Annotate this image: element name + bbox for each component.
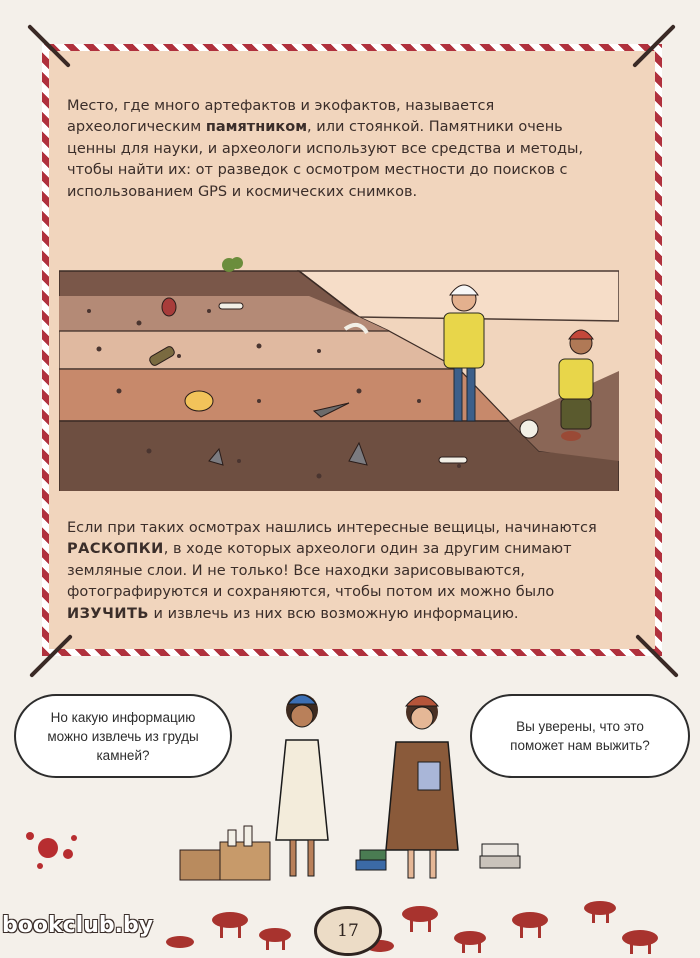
intro-term-monument: памятником [205,119,308,135]
character-boy [386,696,458,878]
excavation-paragraph [67,518,607,626]
excavation-text-3: и извлечь из них всю возможную информацию. [148,605,519,622]
paint-splatter [10,818,90,878]
page-number-stone [314,906,382,956]
excavation-term-study: ИЗУЧИТЬ [67,605,149,622]
excavation-term-digs: РАСКОПКИ [67,541,164,557]
page-number: 17 [337,921,359,941]
character-girl [276,694,328,876]
info-panel [42,44,662,656]
intro-paragraph [67,96,597,204]
speech-left-line-2: можно извлечь из груды [47,728,199,744]
speech-right-line-1: Вы уверены, что это [516,719,644,734]
excavation-text-1: Если при таких осмотрах нашлись интересные вещицы, начинаются [67,519,597,536]
speech-left-line-3: камней? [96,747,150,763]
intro-text-1: Место, где много артефактов и экофактов, называется археологическим [67,97,495,135]
excavation-text-2: , в ходе которых археологи один за другим снимают земляные слои. И не только! Все находки зарисовываются, фотографируются и сохраняются, чтобы потом их можно было [67,541,572,600]
watermark-brand: bookclub.by [2,913,154,938]
speech-right-line-2: поможет нам выжить? [510,738,650,753]
intro-text-2: , или стоянкой. Памятники очень ценны для науки, и археологи используют все средства и методы, чтобы найти их: от разведок с осмотром местности до поисков с использованием GPS и космических снимков. [67,119,584,200]
characters-illustration [160,680,540,900]
excavation-illustration [59,251,619,491]
speech-left-line-1: Но какую информацию [50,709,196,725]
archaeologist-digging [559,330,593,441]
